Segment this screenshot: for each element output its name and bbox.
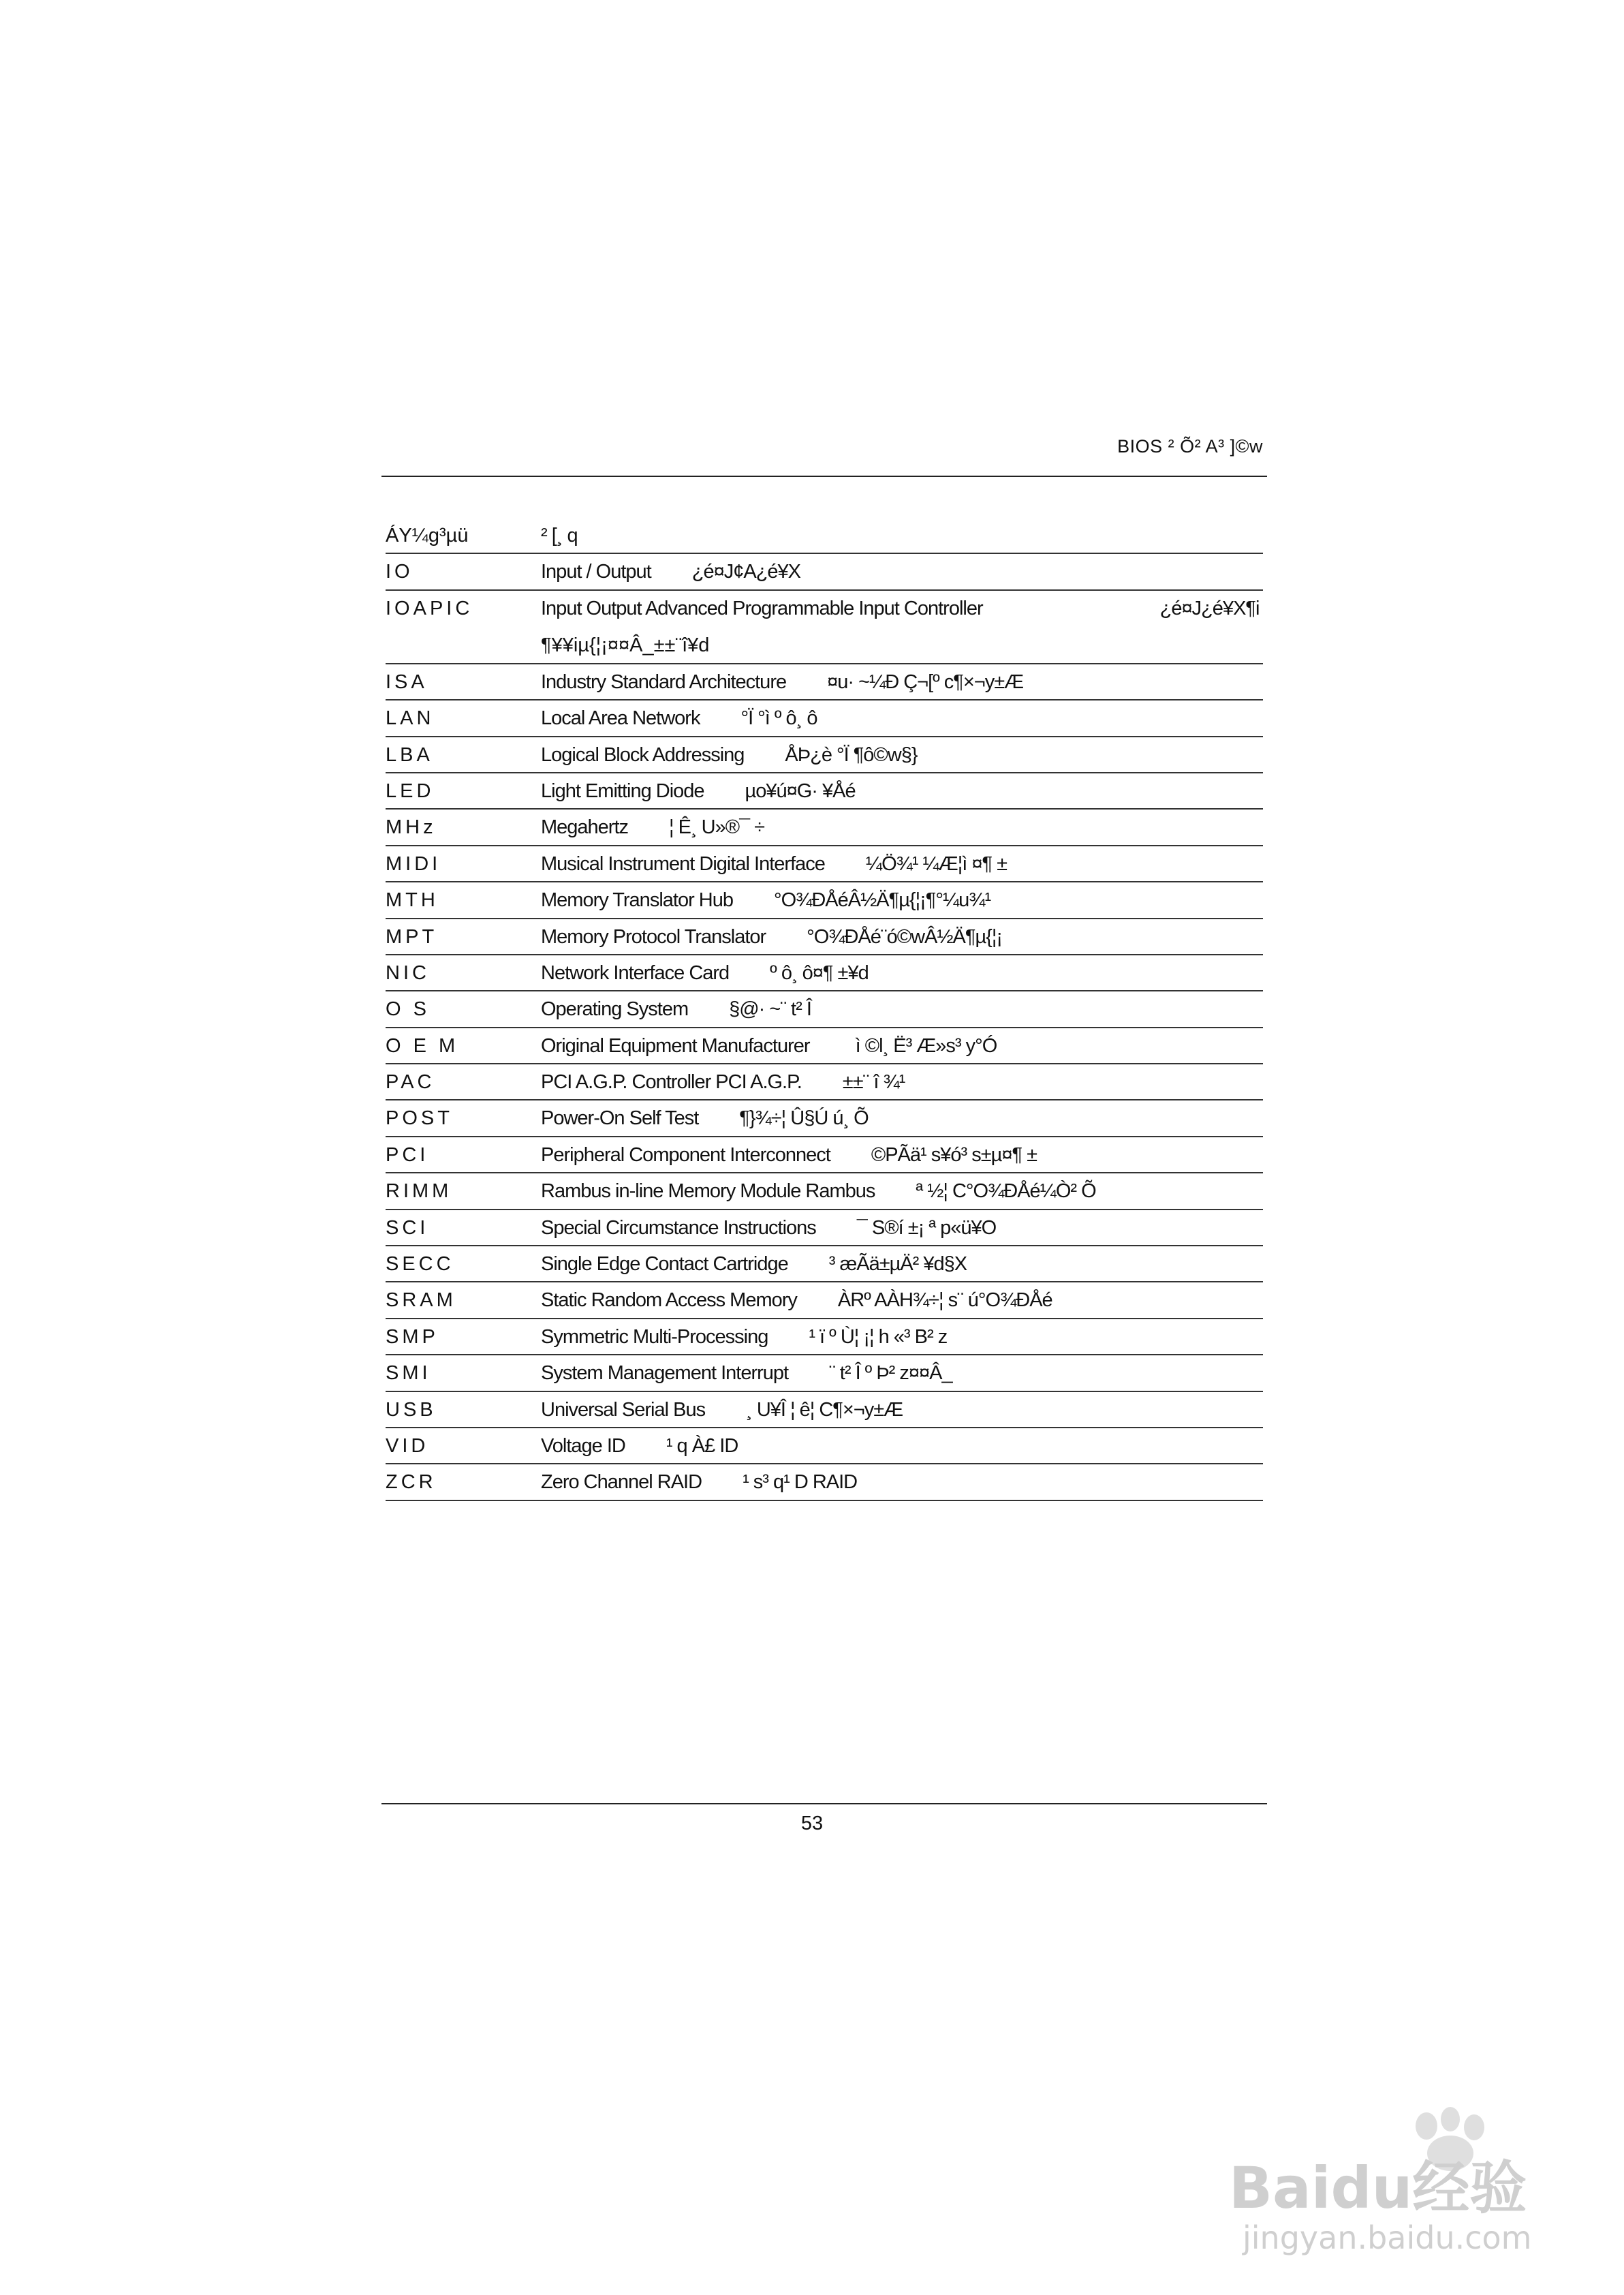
english-term: Original Equipment Manufacturer: [541, 1034, 810, 1057]
translation: ¹ q À£ ID: [666, 1434, 738, 1457]
glossary-row: [386, 1137, 1263, 1173]
header-rule: [381, 476, 1267, 477]
glossary-table: [386, 518, 1263, 1501]
english-term: Static Random Access Memory: [541, 1289, 797, 1312]
english-term: Memory Translator Hub: [541, 889, 733, 912]
translation: ¹ ï º Ù¦ ¡¦ h «³ B² z: [809, 1325, 948, 1348]
abbreviation: IOAPIC: [386, 597, 473, 619]
glossary-row: [386, 1100, 1263, 1137]
glossary-row: [386, 991, 1263, 1028]
translation: ¸ U¥Î ¦ ê¦ C¶×¬y±Æ: [746, 1398, 903, 1421]
english-term: Special Circumstance Instructions: [541, 1216, 816, 1239]
abbreviation: O E M: [386, 1034, 459, 1057]
abbreviation: NIC: [386, 961, 430, 984]
abbreviation: MTH: [386, 889, 439, 912]
abbreviation: VID: [386, 1434, 429, 1457]
abbreviation: SECC: [386, 1253, 454, 1276]
english-term: Industry Standard Architecture: [541, 671, 787, 693]
english-term: Network Interface Card: [541, 961, 730, 984]
abbreviation: IO: [386, 561, 413, 583]
glossary-row: [386, 846, 1263, 882]
abbreviation: USB: [386, 1398, 437, 1421]
glossary-row: [386, 1210, 1263, 1246]
abbreviation: SMP: [386, 1325, 439, 1348]
term-with-translation: [541, 1435, 738, 1457]
english-term: Musical Instrument Digital Interface: [541, 852, 825, 875]
english-term: Memory Protocol Translator: [541, 925, 766, 948]
term-with-translation: [541, 744, 918, 766]
glossary-row: [386, 919, 1263, 955]
glossary-row: [386, 955, 1263, 991]
term-with-translation: [541, 671, 1023, 693]
abbreviation: SRAM: [386, 1289, 456, 1312]
translation: ì ©l¸ Ë³ Æ»s³ y°Ó: [850, 1034, 997, 1057]
translation: ¤u· ~¼Ð Ç¬[º c¶×¬y±Æ: [827, 671, 1024, 693]
translation: °O¾ÐÅéÂ½Ä¶µ{¦¡¶°¼u¾¹: [774, 889, 991, 912]
translation: ¯ S®í ±¡ ª p«ü¥O: [856, 1216, 997, 1239]
translation: ÀRº AÀH¾÷¦ s¨ ú°O¾ÐÅé: [837, 1289, 1052, 1312]
glossary-row: [386, 1246, 1263, 1282]
abbreviation: PCI: [386, 1143, 429, 1166]
term-with-translation: [541, 1071, 905, 1093]
glossary-row: [386, 810, 1263, 846]
glossary-row: [386, 664, 1263, 700]
english-term: Megahertz: [541, 816, 629, 839]
translation: ¶}¾÷¦ Û§Ú ú¸ Õ: [739, 1107, 869, 1130]
glossary-row: [386, 1282, 1263, 1319]
translation: ³ æÃä±µÄ² ¥d§X: [828, 1253, 967, 1276]
english-term: Single Edge Contact Cartridge: [541, 1253, 788, 1276]
glossary-row: [386, 554, 1263, 590]
abbreviation: MPT: [386, 925, 438, 948]
translation: º ô¸ ô¤¶ ±¥d: [770, 961, 869, 984]
english-term: Input / Output: [541, 561, 651, 583]
abbreviation: SMI: [386, 1362, 431, 1385]
glossary-row: [386, 1319, 1263, 1355]
term-with-translation: [541, 1471, 857, 1493]
english-term: Rambus in-line Memory Module Rambus: [541, 1180, 875, 1203]
glossary-row: [386, 1464, 1263, 1500]
heading-term: ² [¸ q: [541, 525, 578, 546]
glossary-heading-row: [386, 518, 1263, 554]
term-with-translation: [541, 926, 1002, 948]
footer-rule: [381, 1803, 1267, 1804]
glossary-row: [386, 700, 1263, 737]
translation: ¹ s³ q¹ D RAID: [743, 1471, 858, 1494]
english-term: Universal Serial Bus: [541, 1398, 706, 1421]
translation: §@· ~¨ t² Î: [729, 998, 811, 1021]
term-with-translation: [541, 1144, 1037, 1166]
glossary-row: [386, 591, 1263, 664]
heading-abbr: ÁY¼g³µü: [386, 525, 469, 546]
english-term: Local Area Network: [541, 707, 700, 730]
english-term: Symmetric Multi-Processing: [541, 1325, 768, 1348]
abbreviation: SCI: [386, 1216, 429, 1239]
glossary-row: [386, 1173, 1263, 1210]
term-with-translation: [541, 598, 1259, 619]
abbreviation: RIMM: [386, 1180, 452, 1203]
abbreviation: PAC: [386, 1071, 435, 1094]
page-number: 53: [800, 1813, 824, 1834]
term-with-translation: [541, 998, 811, 1020]
term-with-translation: [541, 889, 990, 911]
glossary-row: [386, 882, 1263, 919]
english-term: Power-On Self Test: [541, 1107, 699, 1130]
english-term: PCI A.G.P. Controller PCI A.G.P.: [541, 1071, 802, 1094]
translation-continued: ¶¥¥iµ{¦¡¤¤Â_±±¨î¥d: [541, 634, 710, 656]
term-with-translation: [541, 1399, 903, 1421]
translation: µo¥ú¤G· ¥Åé: [745, 780, 856, 802]
term-with-translation: [541, 1180, 1096, 1202]
term-with-translation: [541, 1289, 1052, 1311]
watermark-url: jingyan.baidu.com: [1243, 2219, 1532, 2256]
term-with-translation: [541, 1217, 996, 1239]
translation: ©PÃä¹ s¥ó³ s±µ¤¶ ±: [871, 1143, 1037, 1166]
term-with-translation: [541, 780, 856, 802]
abbreviation: MHz: [386, 816, 437, 839]
english-term: Voltage ID: [541, 1434, 625, 1457]
term-with-translation: [541, 962, 869, 984]
translation: °O¾ÐÅé¨ó©wÂ½Ä¶µ{¦¡: [807, 925, 1003, 948]
translation: °Ï °ì º ô¸ ô: [740, 707, 817, 730]
abbreviation: LAN: [386, 707, 435, 730]
baidu-watermark: [1215, 2099, 1542, 2262]
abbreviation: LED: [386, 780, 435, 802]
translation: ¦ Ê¸ U»®¯ ÷: [669, 816, 765, 839]
header-title: BIOS ² Õ² A³ ]©w: [1117, 436, 1263, 457]
abbreviation: POST: [386, 1107, 453, 1130]
translation: ª ½¦ C°O¾ÐÅé¼Ò² Õ: [916, 1180, 1096, 1203]
translation: ÅÞ¿è °Ï ¶ô©w§}: [785, 743, 918, 766]
term-with-translation: [541, 1107, 869, 1129]
term-with-translation: [541, 1253, 967, 1275]
english-term: System Management Interrupt: [541, 1362, 789, 1385]
abbreviation: ISA: [386, 671, 428, 693]
translation: ¿é¤J¿é¥X¶i: [1159, 597, 1260, 619]
english-term: Input Output Advanced Programmable Input Controller: [541, 597, 983, 619]
abbreviation: LBA: [386, 743, 433, 766]
english-term: Operating System: [541, 998, 689, 1021]
term-with-translation: [541, 816, 764, 838]
glossary-row: [386, 1064, 1263, 1100]
term-with-translation: [541, 1362, 952, 1384]
term-with-translation: [541, 1035, 997, 1057]
translation: ¨ t² Î º Þ² z¤¤Â_: [829, 1362, 952, 1385]
english-term: Logical Block Addressing: [541, 743, 745, 766]
abbreviation: O S: [386, 998, 430, 1021]
abbreviation: MIDI: [386, 852, 441, 875]
glossary-row: [386, 1355, 1263, 1391]
term-with-translation: [541, 853, 1007, 875]
translation: ¿é¤J¢A¿é¥X: [691, 561, 800, 583]
glossary-row: [386, 773, 1263, 810]
english-term: Light Emitting Diode: [541, 780, 704, 802]
glossary-row: [386, 737, 1263, 773]
term-with-translation: [541, 1326, 947, 1348]
glossary-row: [386, 1028, 1263, 1064]
glossary-row: [386, 1392, 1263, 1428]
abbreviation: ZCR: [386, 1471, 437, 1494]
watermark-brand: Baidu经验: [1229, 2155, 1527, 2221]
term-with-translation: [541, 707, 817, 729]
english-term: Zero Channel RAID: [541, 1471, 702, 1494]
translation: ±±¨ î ¾¹: [842, 1071, 905, 1094]
glossary-row: [386, 1428, 1263, 1464]
english-term: Peripheral Component Interconnect: [541, 1143, 830, 1166]
term-with-translation: [541, 561, 800, 583]
translation: ¼Ö¾¹ ¼Æ¦ì ¤¶ ±: [865, 852, 1008, 875]
